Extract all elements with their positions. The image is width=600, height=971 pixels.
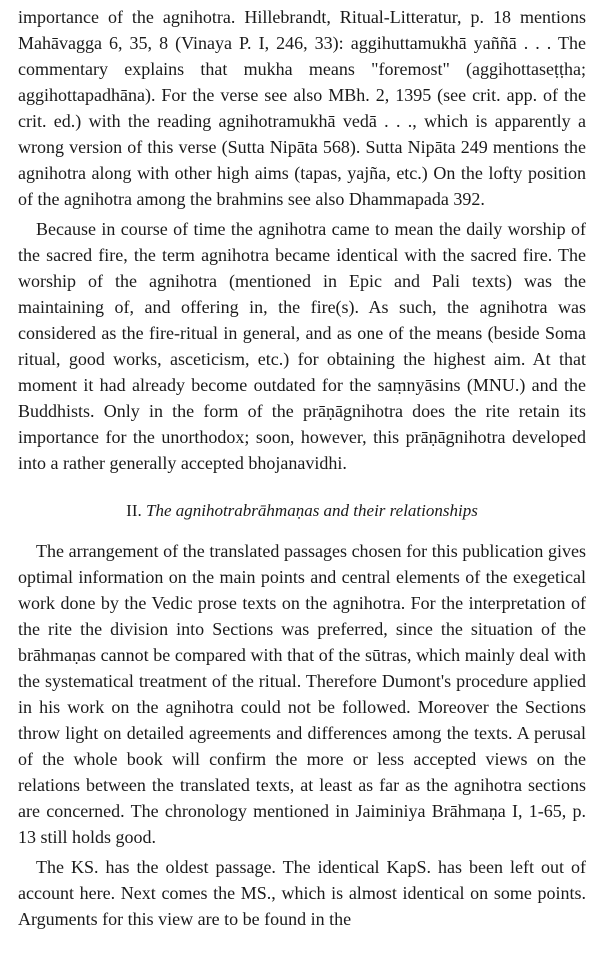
paragraph-footnote-continuation: importance of the agnihotra. Hillebrandt, Ritual-Litteratur, p. 18 mentions Mahāvagga 6, 35, 8 (Vinaya P. I, 246, 33): aggihuttamukhā yaññā . . . The commentary explains that mukha means "foremost" (aggihottaseṭṭha; aggihottapadhāna). For the verse see also MBh. 2, 1395 (see crit. app. of the crit. ed.) with the reading agnihotramukhā vedā . . ., which is apparently a wrong version of this verse (Sutta Nipāta 568). Sutta Nipāta 249 mentions the agnihotra along with other high aims (tapas, yajña, etc.) On the lofty position of the agnihotra among the brahmins see also Dhammapada 392. <box>18 7 586 209</box>
paragraph-agnihotra-worship: Because in course of time the agnihotra came to mean the daily worship of the sacred fire, the term agnihotra became identical with the sacred fire. The worship of the agnihotra (mentioned in Epic and Pali texts) was the maintaining of, and offering in, the fire(s). As such, the agnihotra was considered as the fire-ritual in general, and as one of the means (beside Soma ritual, good works, asceticism, etc.) for obtaining the highest aim. At that moment it had already become outdated for the saṃnyāsins (MNU.) and the Buddhists. Only in the form of the prāṇāgnihotra does the rite retain its importance for the unorthodox; soon, however, this prāṇāgnihotra developed into a rather generally accepted bhojanavidhi. <box>18 219 586 473</box>
section-heading <box>18 498 586 524</box>
paragraph-arrangement: The arrangement of the translated passages chosen for this publication gives optimal information on the main points and central elements of the exegetical work done by the Vedic prose texts on the agnihotra. For the interpretation of the rite the division into Sections was preferred, since the situation of the brāhmaṇas cannot be compared with that of the sūtras, which mainly deal with the systematical treatment of the ritual. Therefore Dumont's procedure applied in his work on the agnihotra could not be followed. Moreover the Sections throw light on detailed agreements and differences among the texts. A perusal of the whole book will confirm the more or less accepted views on the relations between the translated texts, at least as far as the agnihotra sections are concerned. The chronology mentioned in Jaiminiya Brāhmaṇa I, 1-65, p. 13 still holds good. <box>18 541 586 847</box>
paragraph-ks-oldest: The KS. has the oldest passage. The identical KapS. has been left out of account here. Next comes the MS., which is almost identical on some points. Arguments for this view are to be found in the <box>18 857 586 929</box>
section-title: The agnihotrabrāhmaṇas and their relationships <box>145 501 478 520</box>
section-number: II. <box>126 501 142 520</box>
